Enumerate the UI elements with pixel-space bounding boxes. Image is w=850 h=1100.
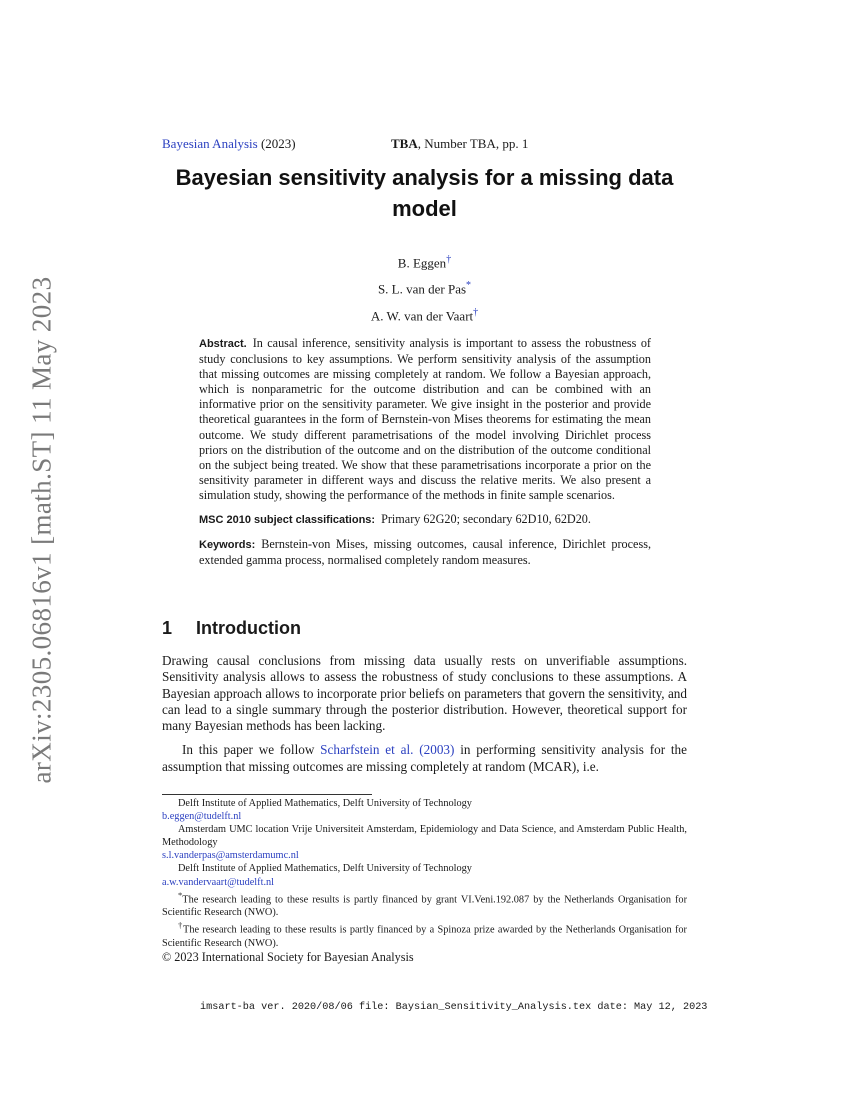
- msc-text: Primary 62G20; secondary 62D10, 62D20.: [381, 512, 591, 527]
- author-name: S. L. van der Pas: [377, 281, 467, 297]
- affiliation-footnote: Delft Institute of Applied Mathematics, Delft University of Technology: [178, 863, 472, 875]
- abstract-text: In causal inference, sensitivity analysis is important to assess the robustness of study conclusions to key assumptions. We perform sensitivity analysis of the assumption that missing outcomes are missing completely at random. We follow a Bayesian approach, which is nonparametric for the outcome distribution and can be combined with an informative prior on the sensitivity parameter. We give insight in the posterior and provide theoretical guarantees in the form of Bernstein-von Mises theorems for estimating the mean outcome. We study different parametrisations of the model involving Dirichlet process priors on the distribution of the outcome and on the distribution of the outcome conditional on the subject being treated. We show that these parametrisations incorporate a prior on the sensitivity parameter in different ways and discuss the relative merits. We also present a simulation study, showing the performance of the methods in finite sample scenarios.: [199, 336, 651, 502]
- volume-info: [391, 136, 528, 152]
- abstract-paragraph: [199, 336, 651, 503]
- journal-year: (2023): [260, 136, 296, 151]
- email-link[interactable]: s.l.vanderpas@amsterdamumc.nl: [162, 850, 299, 862]
- affiliation-footnote: Amsterdam UMC location Vrije Universiteit Amsterdam, Epidemiology and Data Science, and Amsterdam Public Health, Methodology: [162, 824, 687, 849]
- body-text-run: In this paper we follow: [182, 742, 321, 758]
- author-item: [162, 301, 687, 327]
- footnote-text: The research leading to these results is partly financed by grant VI.Veni.192.087 by the Netherlands Organisation for Scientific Research (NWO).: [162, 894, 687, 919]
- footnote-text: The research leading to these results is partly financed by a Spinoza prize awarded by the Netherlands Organisation for Scientific Research (NWO).: [162, 924, 687, 949]
- section-heading: [162, 618, 301, 639]
- author-list: [162, 248, 687, 327]
- funding-footnote: [162, 919, 687, 950]
- author-footnote-mark[interactable]: †: [446, 254, 452, 265]
- email-link[interactable]: a.w.vandervaart@tudelft.nl: [162, 876, 275, 888]
- number-pages: , Number TBA, pp. 1: [417, 136, 529, 151]
- section-title: Introduction: [196, 618, 301, 638]
- author-footnote-mark[interactable]: †: [473, 306, 479, 318]
- body-text: [162, 653, 687, 783]
- citation-link[interactable]: Scharfstein et al.: [320, 742, 414, 758]
- author-name: B. Eggen: [397, 255, 447, 271]
- keywords-text: Bernstein-von Mises, missing outcomes, causal inference, Dirichlet process, extended gamma process, normalised completely random measures.: [199, 537, 651, 568]
- body-paragraph: [162, 742, 687, 775]
- paper-title: Bayesian sensitivity analysis for a missing data model: [175, 165, 674, 221]
- affiliation-footnote: Delft Institute of Applied Mathematics, Delft University of Technology: [178, 798, 472, 809]
- body-paragraph: Drawing causal conclusions from missing data usually rests on unverifiable assumptions. Sensitivity analysis allows to assess the robustness of study conclusions to these assumptions. A Bayesian approach allows to incorporate prior beliefs on parameters that govern the sensitivity, and can lead to a single summary through the posterior distribution. However, theoretical support for many Bayesian methods has been lacking.: [162, 653, 687, 734]
- author-item: [162, 248, 687, 274]
- abstract-label: Abstract.: [199, 338, 247, 350]
- footnotes: [162, 797, 687, 950]
- msc-paragraph: [199, 512, 651, 528]
- page-footer: imsart-ba ver. 2020/08/06 file: Baysian_Sensitivity_Analysis.tex date: May 12, 2023: [200, 1002, 708, 1013]
- author-item: [162, 274, 687, 300]
- keywords-label: Keywords:: [199, 539, 256, 552]
- msc-label: MSC 2010 subject classifications:: [199, 514, 376, 527]
- footnote-mark: *: [178, 889, 183, 900]
- abstract-section: [199, 336, 651, 577]
- footnote-divider: [162, 794, 372, 795]
- email-link[interactable]: b.eggen@tudelft.nl: [162, 811, 242, 823]
- funding-footnote: [162, 889, 687, 920]
- arxiv-stamp: arXiv:2305.06816v1 [math.ST] 11 May 2023: [26, 276, 57, 784]
- volume-label: TBA: [391, 136, 418, 151]
- body-text-run: in performing sensitivity analysis for the assumption that missing outcomes are missing completely at random (MCAR), i.e.: [162, 742, 688, 774]
- keywords-paragraph: [199, 537, 651, 568]
- citation-year-link[interactable]: (2003): [419, 742, 455, 758]
- copyright-notice: © 2023 International Society for Bayesian Analysis: [162, 950, 414, 964]
- author-name: A. W. van der Vaart: [370, 307, 474, 323]
- section-number: 1: [162, 618, 173, 638]
- journal-info: [162, 136, 296, 152]
- author-footnote-mark[interactable]: *: [466, 280, 472, 292]
- journal-link[interactable]: Bayesian Analysis: [162, 136, 258, 151]
- footnote-mark: †: [178, 920, 184, 931]
